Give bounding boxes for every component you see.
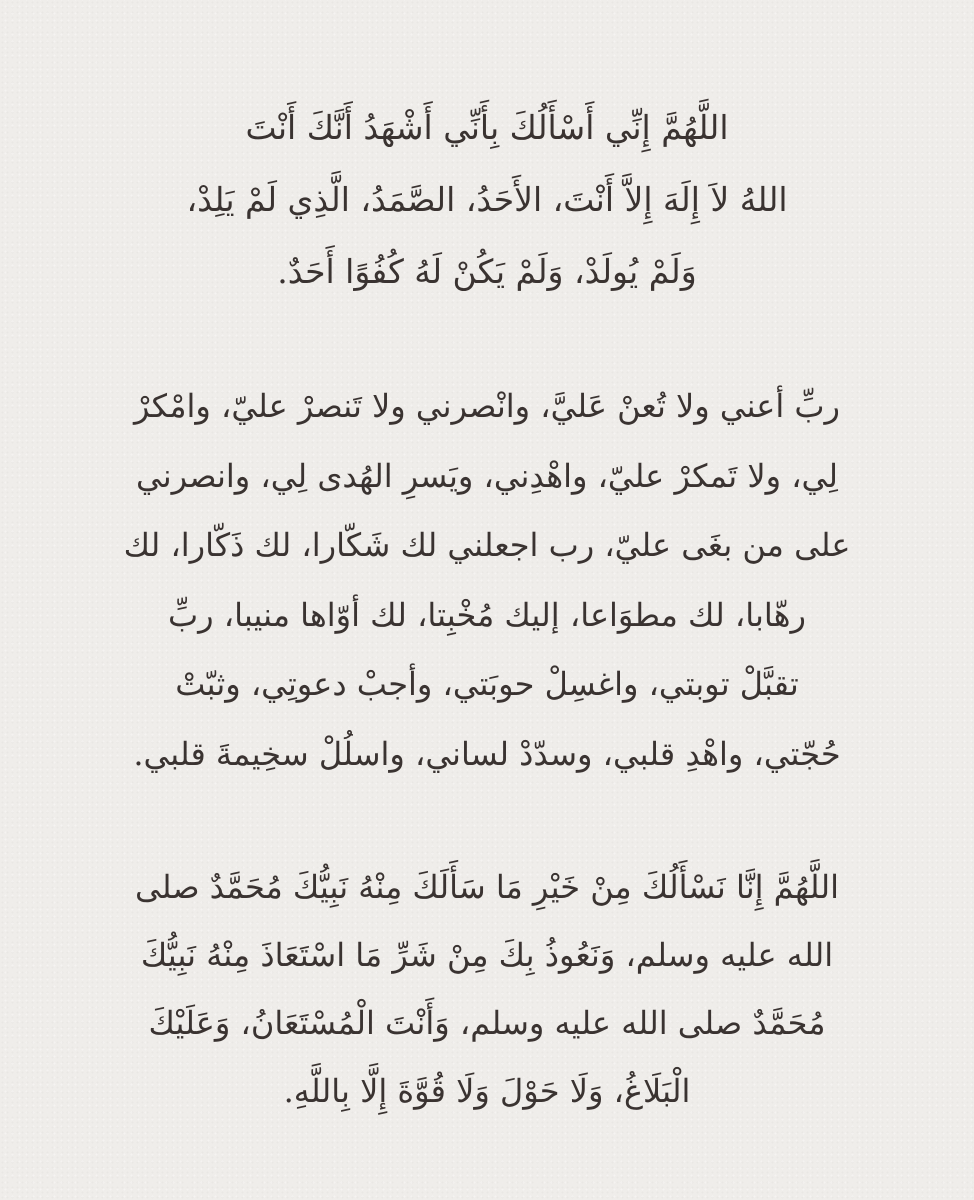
dua-1-line-2: اللهُ لاَ إِلَهَ إِلاَّ أَنْتَ، الأَحَدُ، الصَّمَدُ، الَّذِي لَمْ يَلِدْ، [186, 180, 788, 219]
dua-3-line-3: مُحَمَّدٌ صلى الله عليه وسلم، وَأَنْتَ الْمُسْتَعَانُ، وَعَلَيْكَ [148, 1004, 826, 1042]
dua-3-line-4: الْبَلَاغُ، وَلَا حَوْلَ وَلَا قُوَّةَ إِلَّا بِاللَّهِ. [283, 1072, 691, 1110]
dua-2-line-1: ربِّ أعني ولا تُعنْ عَليَّ، وانْصرني ولا تَنصرْ عليّ، وامْكرْ [134, 387, 840, 425]
dua-3-line-1: اللَّهُمَّ إِنَّا نَسْأَلُكَ مِنْ خَيْرِ مَا سَأَلَكَ مِنْهُ نَبِيُّكَ مُحَمَّدٌ صلى [135, 868, 839, 906]
dua-2-line-5: تقبَّلْ توبتي، واغسِلْ حوبَتي، وأجبْ دعوتِي، وثبّتْ [175, 665, 799, 703]
dua-3-line-2: الله عليه وسلم، وَنَعُوذُ بِكَ مِنْ شَرِّ مَا اسْتَعَاذَ مِنْهُ نَبِيُّكَ [140, 936, 834, 974]
dua-2-line-2: لِي، ولا تَمكرْ عليّ، واهْدِني، ويَسرِ الهُدى لِي، وانصرني [136, 456, 838, 495]
dua-2-line-6: حُجّتي، واهْدِ قلبي، وسدّدْ لساني، واسلُلْ سخِيمةَ قلبي. [133, 734, 841, 773]
dua-paragraph-1 [100, 92, 874, 308]
dua-1-line-1: اللَّهُمَّ إِنِّي أَسْأَلُكَ بِأَنِّي أَشْهَدُ أَنَّكَ أَنْتَ [245, 108, 729, 147]
dua-paragraph-2 [100, 372, 874, 789]
prayer-page [100, 0, 874, 1200]
dua-2-line-3: على من بغَى عليّ، رب اجعلني لك شَكّارا، لك ذَكّارا، لك [123, 526, 851, 564]
dua-1-line-3: وَلَمْ يُولَدْ، وَلَمْ يَكُنْ لَهُ كُفُوًا أَحَدٌ. [277, 252, 697, 291]
dua-paragraph-3 [100, 853, 874, 1125]
dua-2-line-4: رهّابا، لك مطوَاعا، إليك مُخْبِتا، لك أوّاها منيبا، ربِّ [168, 595, 806, 634]
